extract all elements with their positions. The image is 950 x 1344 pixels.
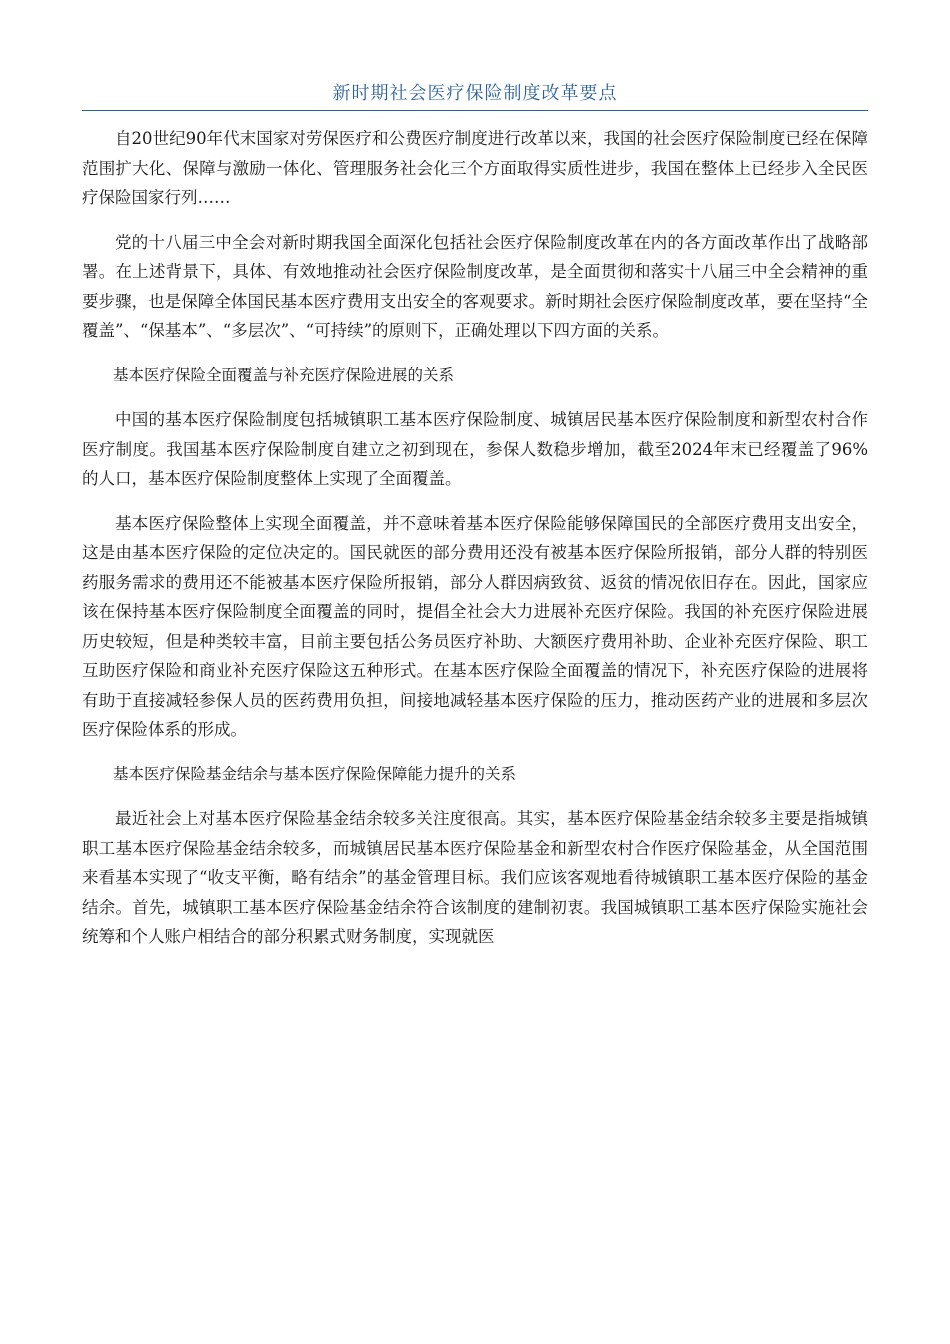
paragraph-intro: 自20世纪90年代末国家对劳保医疗和公费医疗制度进行改革以来，我国的社会医疗保险制度已经在保障范围扩大化、保障与激励一体化、管理服务社会化三个方面取得实质性进步，我国在整体上已经步入全民医疗保险国家行列…… xyxy=(82,129,868,207)
paragraph-fund-balance: 最近社会上对基本医疗保险基金结余较多关注度很高。其实，基本医疗保险基金结余较多主要是指城镇职工基本医疗保险基金结余较多，而城镇居民基本医疗保险基金和新型农村合作医疗保险基金，从全国范围来看基本实现了“收支平衡，略有结余”的基金管理目标。我们应该客观地看待城镇职工基本医疗保险的基金结余。首先，城镇职工基本医疗保险基金结余符合该制度的建制初衷。我国城镇职工基本医疗保险实施社会统筹和个人账户相结合的部分积累式财务制度，实现就医 xyxy=(82,809,868,946)
paragraph-background: 党的十八届三中全会对新时期我国全面深化包括社会医疗保险制度改革在内的各方面改革作出了战略部署。在上述背景下，具体、有效地推动社会医疗保险制度改革，是全面贯彻和落实十八届三中全会精神的重要步骤，也是保障全体国民基本医疗费用支出安全的客观要求。新时期社会医疗保险制度改革，要在坚持“全覆盖”、“保基本”、“多层次”、“可持续”的原则下，正确处理以下四方面的关系。 xyxy=(82,232,868,340)
page-header xyxy=(82,80,868,111)
paragraph-coverage-1: 中国的基本医疗保险制度包括城镇职工基本医疗保险制度、城镇居民基本医疗保险制度和新型农村合作医疗制度。我国基本医疗保险制度自建立之初到现在，参保人数稳步增加，截至2024年末已经覆盖了96%的人口，基本医疗保险制度整体上实现了全面覆盖。 xyxy=(82,410,868,488)
header-title: 新时期社会医疗保险制度改革要点 xyxy=(332,83,618,104)
section-heading-coverage: 基本医疗保险全面覆盖与补充医疗保险进展的关系 xyxy=(113,365,455,384)
section-heading-fund-balance: 基本医疗保险基金结余与基本医疗保险保障能力提升的关系 xyxy=(113,764,517,783)
paragraph-coverage-2: 基本医疗保险整体上实现全面覆盖，并不意味着基本医疗保险能够保障国民的全部医疗费用支出安全，这是由基本医疗保险的定位决定的。国民就医的部分费用还没有被基本医疗保险所报销，部分人群的特别医药服务需求的费用还不能被基本医疗保险所报销，部分人群因病致贫、返贫的情况依旧存在。因此，国家应该在保持基本医疗保险制度全面覆盖的同时，提倡全社会大力进展补充医疗保险。我国的补充医疗保险进展历史较短，但是种类较丰富，目前主要包括公务员医疗补助、大额医疗费用补助、企业补充医疗保险、职工互助医疗保险和商业补充医疗保险这五种形式。在基本医疗保险全面覆盖的情况下，补充医疗保险的进展将有助于直接减轻参保人员的医药费用负担，间接地减轻基本医疗保险的压力，推动医药产业的进展和多层次医疗保险体系的形成。 xyxy=(82,513,868,739)
document-body xyxy=(82,124,868,967)
